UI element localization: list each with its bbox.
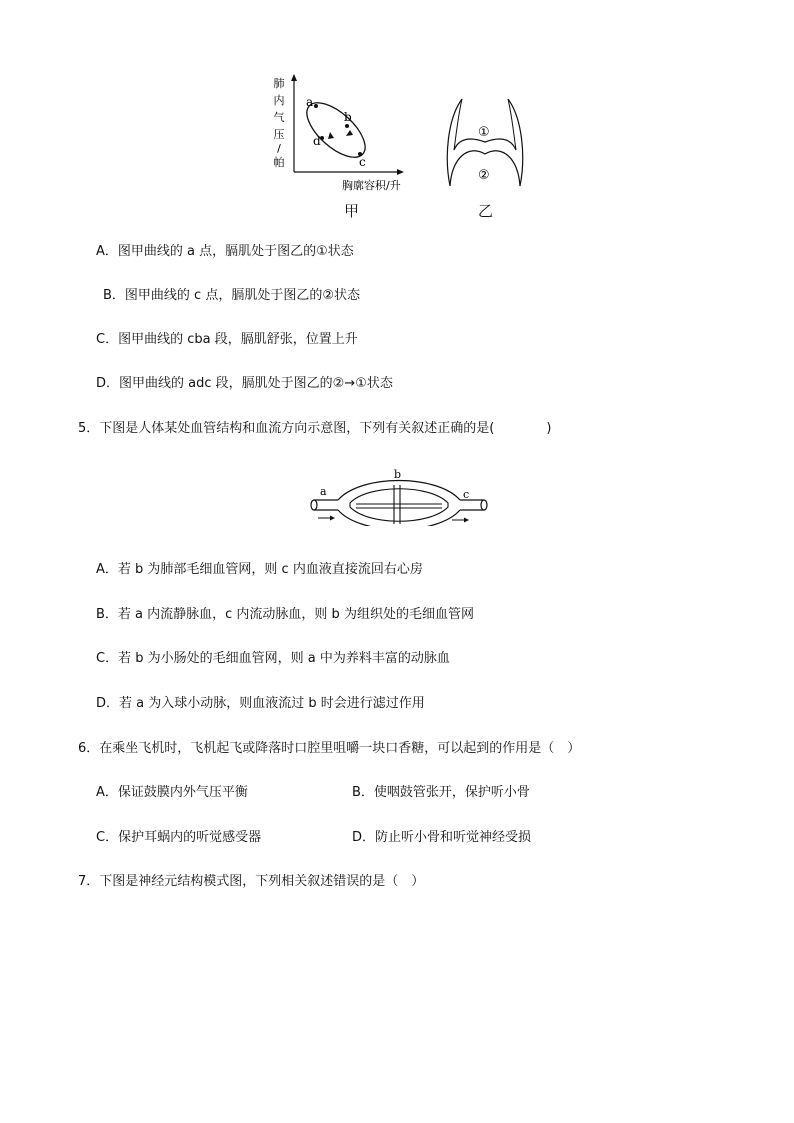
vessel-label-a: a — [320, 485, 327, 498]
arrow-ab — [346, 130, 353, 136]
label-c: c — [359, 155, 366, 169]
vessel-label-c: c — [463, 488, 470, 501]
arrow-cd — [328, 132, 334, 139]
q6-stem: 6．在乘坐飞机时，飞机起飞或降落时口腔里咀嚼一块口香糖，可以起到的作用是（ ） — [78, 741, 581, 756]
figure-yi — [440, 96, 530, 194]
y-axis-label-3: 气 — [273, 111, 285, 124]
flow-arrow-in-head — [330, 516, 335, 521]
vessel-c-end — [481, 500, 487, 510]
figure-vessel — [306, 468, 492, 526]
q5-option-a: A．若 b 为肺部毛细血管网，则 c 内血液直接流回右心房 — [96, 562, 423, 577]
x-axis-label: 胸廓容积/升 — [342, 179, 401, 192]
q5-option-b: B．若 a 内流静脉血，c 内流动脉血，则 b 为组织处的毛细血管网 — [96, 607, 474, 622]
q6-option-b: B．使咽鼓管张开，保护听小骨 — [352, 785, 530, 800]
vessel-label-b: b — [394, 468, 402, 481]
diaphragm-inner — [454, 139, 516, 150]
y-axis-arrow — [291, 74, 297, 81]
q5-option-d: D．若 a 为入球小动脉，则血液流过 b 时会进行滤过作用 — [96, 696, 425, 711]
q4-option-d: D．图甲曲线的 adc 段，膈肌处于图乙的②→①状态 — [96, 376, 393, 391]
capillary-inner — [350, 489, 448, 522]
label-d: d — [313, 134, 321, 148]
y-axis-label-6: 帕 — [273, 156, 285, 169]
x-axis-arrow — [397, 169, 404, 175]
capillary-outer — [338, 481, 460, 527]
flow-arrow-out-head — [464, 518, 469, 523]
label-a: a — [306, 95, 314, 109]
label-2: ② — [478, 168, 490, 183]
figure-jia — [272, 72, 422, 202]
y-axis-label-1: 肺 — [273, 77, 285, 90]
q6-option-c: C．保护耳蜗内的听觉感受器 — [96, 830, 262, 845]
label-b: b — [344, 110, 352, 124]
q5-option-c: C．若 b 为小肠处的毛细血管网，则 a 中为养料丰富的动脉血 — [96, 651, 450, 666]
label-1: ① — [478, 125, 490, 140]
q4-option-c: C．图甲曲线的 cba 段，膈肌舒张，位置上升 — [96, 332, 358, 347]
figure-jia-caption: 甲 — [344, 202, 360, 220]
y-axis-label-4: 压 — [273, 128, 285, 141]
q6-option-a: A．保证鼓膜内外气压平衡 — [96, 785, 248, 800]
q7-stem: 7．下图是神经元结构模式图，下列相关叙述错误的是（ ） — [78, 874, 425, 889]
q4-option-a: A．图甲曲线的 a 点，膈肌处于图乙的①状态 — [96, 244, 354, 259]
vessel-a-end — [311, 500, 317, 510]
q5-stem: 5．下图是人体某处血管结构和血流方向示意图，下列有关叙述正确的是( ) — [78, 421, 552, 436]
y-axis-label-2: 内 — [273, 94, 285, 107]
q6-option-d: D．防止听小骨和听觉神经受损 — [352, 830, 532, 845]
y-axis-label-5: / — [277, 142, 281, 155]
point-a — [314, 104, 318, 108]
q4-option-b: B．图甲曲线的 c 点，膈肌处于图乙的②状态 — [103, 288, 360, 303]
point-b — [345, 124, 349, 128]
figure-yi-caption: 乙 — [478, 202, 494, 220]
